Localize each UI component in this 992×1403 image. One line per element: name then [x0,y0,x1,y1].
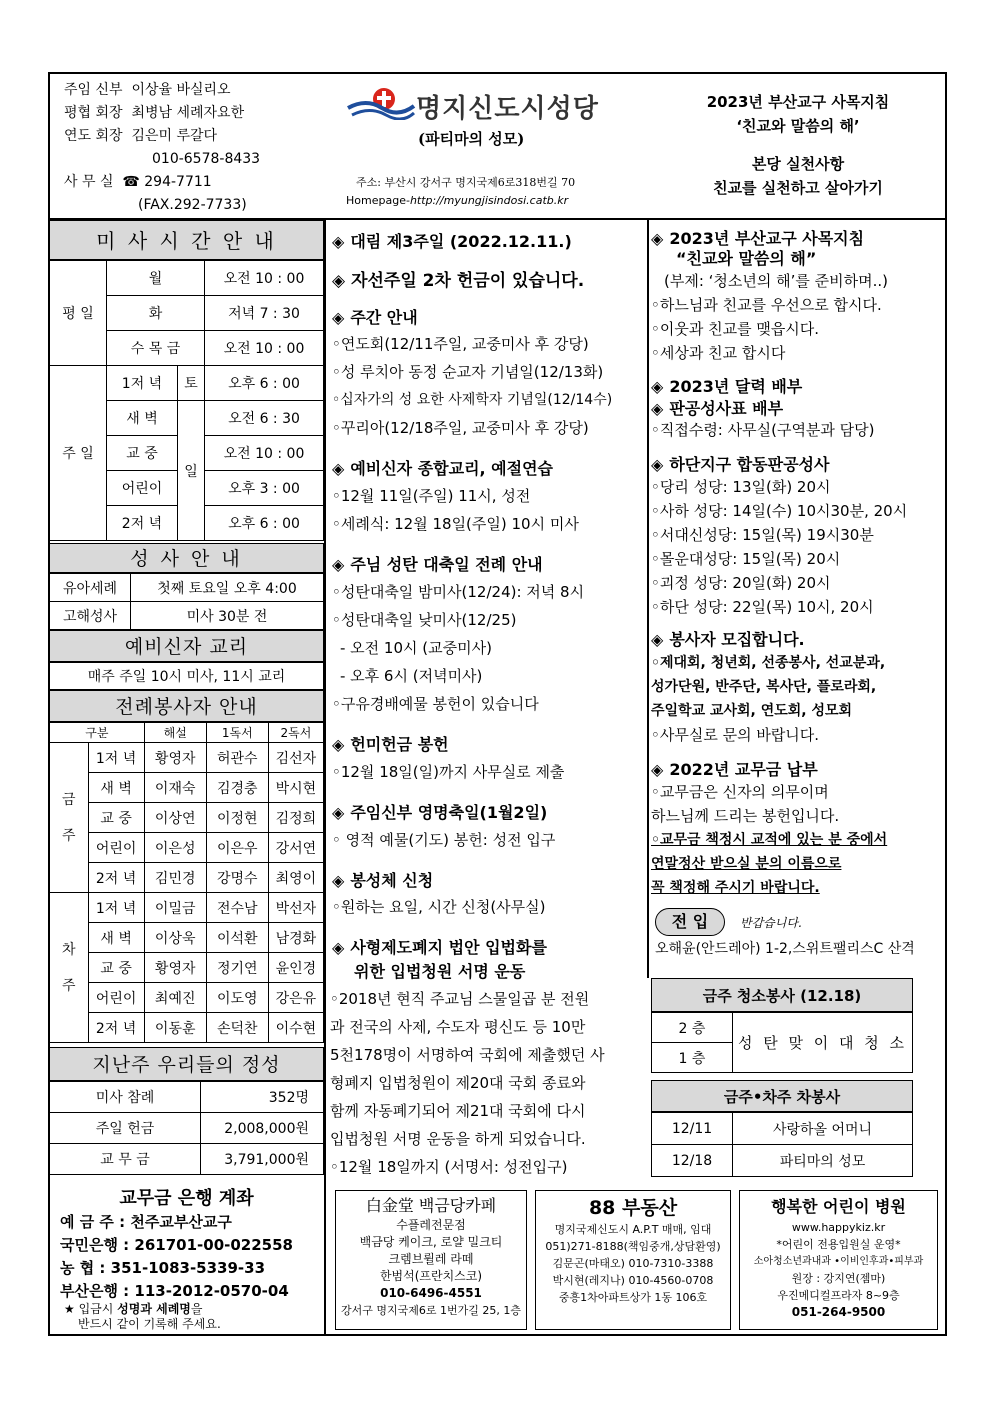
right-heading-4: ◈ 하단지구 합동판공성사 [651,455,830,474]
petition-line: 형폐지 입법청원이 제20대 국회 종료와 [330,1074,586,1092]
xmas-item: ◦성탄대축일 낮미사(12/25) [332,611,517,629]
weekly-item: ◦연도회(12/11주일, 교중미사 후 강당) [332,335,589,353]
ad-hospital: 행복한 어린이 병원 www.happykiz.kr *어린이 전용입원실 운영* 소아청소년과내과 •이비인후과•피부과 원장 : 강지연(젬마) 우진메디컬프라자 8~9층 051-264-9500 [739,1190,938,1330]
confess-line: ◦괴정 성당: 20일(화) 20시 [651,574,831,592]
middle-heading-6: ◈ 헌미헌금 봉헌 [332,735,449,754]
move-in-text: 오해윤(안드레아) 1-2,스위트팰리스C 산격 [655,941,915,957]
tithe-line: 꼭 책정해 주시기 바랍니다. [651,880,820,896]
col-divider-right [647,218,649,978]
weekly-item: ◦십자가의 성 요한 사제학자 기념일(12/14수) [332,392,613,408]
middle-heading-2: ◈ 자선주일 2차 헌금이 있습니다. [332,271,585,291]
mass-title: 미 사 시 간 안 내 [49,220,324,260]
confess-line: ◦몰운대성당: 15일(목) 20시 [651,550,841,568]
guide-line: ◦이웃과 친교를 맺읍시다. [651,320,820,338]
catech-item: ◦세례식: 12월 18일(주일) 10시 미사 [332,515,579,533]
petition-line: 입법청원 서명 운동을 하게 되었습니다. [330,1130,586,1148]
right-heading-5: ◈ 봉사자 모집합니다. [651,630,805,649]
confess-line: ◦하단 성당: 22일(목) 10시, 20시 [651,598,874,616]
confess-line: ◦사하 성당: 14일(수) 10시30분, 20시 [651,502,908,520]
petition-line: 함께 자동폐기되어 제21대 국회에 다시 [330,1102,586,1120]
recruit-line: 성가단원, 반주단, 복사단, 플로라회, [651,679,877,695]
welcome-text: 반갑습니다. [740,916,802,930]
col-divider-left [324,218,326,1336]
sacrament-table: 유아세례 첫째 토요일 오후 4:00 고해성사 미사 30분 전 [49,573,324,630]
middle-heading-9: ◈ 사형제도폐지 법안 입법화를 [332,938,547,957]
communion-text: ◦원하는 요일, 시간 신청(사무실) [332,898,546,916]
petition-line: ◦12월 18일까지 (서명서: 성전입구) [330,1158,568,1176]
xmas-item: ◦성탄대축일 밤미사(12/24): 저녁 8시 [332,583,585,601]
offering-table: 미사 참례 352명 주일 헌금 2,008,000원 교 무 금 3,791,000원 [49,1081,324,1175]
right-heading-1b: “친교와 말씀의 해” [676,249,817,268]
petition-line: 과 전국의 사제, 수도자 평신도 등 10만 [330,1018,586,1036]
feast-text: ◦ 영적 예물(기도) 봉헌: 성전 입구 [332,831,556,849]
guide-line: ◦하느님과 친교를 우선으로 합시다. [651,296,882,314]
catech-item: ◦12월 11일(주일) 11시, 성전 [332,487,531,505]
sacrament-title: 성 사 안 내 [49,543,324,573]
church-logo-icon [346,86,416,120]
cleaning-title: 금주 청소봉사 (12.18) [651,978,913,1012]
ministry-table: 구분 해설 1독서 2독서 금 주 1저 녁 황영자 허관수 김선자 새 벽 이재숙 김경충 박시현 교 중 이상연 이정현 김정희 어린이 이은성 이은우 강서연 2저 녁 김민경 강명수 최영이 차 주 1저 녁 이밀금 전수남 박선자 새 벽 이상욱 이석환 남경화 교 중 황영자 정기연 윤인경 어린이 최예진 이도영 강은유 2저 녁 이동훈 손덕찬 이수현 [49,722,324,1043]
recruit-line: ◦사무실로 문의 바랍니다. [651,726,820,744]
tithe-line: 하느님께 드리는 봉헌입니다. [651,807,840,825]
middle-heading-4: ◈ 예비신자 종합교리, 예절연습 [332,459,554,478]
catechumen-title: 예비신자 교리 [49,630,324,662]
xmas-item: - 오전 10시 (교중미사) [340,639,492,657]
dist-text: ◦직접수령: 사무실(구역분과 담당) [651,421,875,439]
ad-realty: 88 부동산 명지국제신도시 A.P.T 매매, 임대 051)271-8188(책임중개,상담환영) 김문곤(마태오) 010-7310-3388 박시현(레지나) 010-4560-0708 중흥1차아파트상가 1동 106호 [535,1190,731,1330]
middle-heading-5: ◈ 주님 성탄 대축일 전례 안내 [332,555,543,574]
guide-line: ◦세상과 친교 합시다 [651,344,786,362]
church-name: 명지신도시성당 [416,94,599,124]
bank-accounts: 예 금 주 : 천주교부산교구 국민은행 : 261701-00-022558 농 협 : 351-1083-5339-33 부산은행 : 113-2012-0570-04 [60,1213,293,1300]
weekly-item: ◦꾸리아(12/18주일, 교중미사 후 강당) [332,419,589,437]
tea-title: 금주•차주 차봉사 [651,1080,913,1112]
catechumen-text: 매주 주일 10시 미사, 11시 교리 [49,662,324,690]
confess-line: ◦서대신성당: 15일(목) 19시30분 [651,526,874,544]
right-heading-3: ◈ 판공성사표 배부 [651,399,784,418]
tithe-line: ◦교무금은 신자의 의무이며 [651,783,829,801]
petition-line: ◦2018년 현직 주교님 스물일곱 분 전원 [330,990,590,1008]
pastoral-motto: 2023년 부산교구 사목지침 ‘친교와 말씀의 해’ 본당 실천사항 친교를 실천하고 살아가기 [706,93,890,197]
tithe-line: 연말정산 받으실 분의 이름으로 [651,856,842,872]
petition-line: 5천178명이 서명하여 국회에 제출했던 사 [330,1046,605,1064]
right-heading-2: ◈ 2023년 달력 배부 [651,377,803,396]
move-in-badge: 전 입 [655,908,725,936]
church-homepage[interactable]: Homepage-http://myungjisindosi.catb.kr [346,194,569,207]
middle-heading-9b: 위한 입법청원 서명 운동 [354,962,526,981]
xmas-item: - 오후 6시 (저녁미사) [340,667,483,685]
middle-heading-8: ◈ 봉성체 신청 [332,871,434,890]
weekly-item: ◦성 루치아 동정 순교자 기념일(12/13화) [332,363,604,381]
recruit-line: ◦제대회, 청년회, 선종봉사, 선교분과, [651,655,886,671]
offering-title: 지난주 우리들의 정성 [49,1047,324,1081]
recruit-line: 주일학교 교사회, 연도회, 성모회 [651,703,853,719]
ministry-title: 전례봉사자 안내 [49,690,324,722]
xmas-item: ◦구유경배예물 봉헌이 있습니다 [332,695,539,713]
middle-heading-1: ◈ 대림 제3주일 (2022.12.11.) [332,232,572,251]
rice-text: ◦12월 18일(일)까지 사무실로 제출 [332,763,565,781]
tithe-line: ◦교무금 책정시 교적에 있는 분 중에서 [651,832,888,848]
middle-heading-3: ◈ 주간 안내 [332,308,418,327]
church-address: 주소: 부산시 강서구 명지국제6로318번길 70 [356,176,576,189]
mass-table: 평 일 월 오전 10 : 00 화 저녁 7 : 30 수 목 금 오전 10 : 00 주 일 1저 녁 토 오후 6 : 00 새 벽 일 오전 6 : 30 교 중 오전 10 : 00 어린이 오후 3 : 00 2저 녁 오후 6 : 00 [49,260,324,541]
bank-note: ★ 입금시 성명과 세례명을 반드시 같이 기록해 주세요. [64,1302,221,1331]
cleaning-table: 2 층 성 탄 맞 이 대 청 소 1 층 [651,1012,913,1073]
right-heading-1: ◈ 2023년 부산교구 사목지침 [651,229,865,248]
confess-line: ◦당리 성당: 13일(화) 20시 [651,478,831,496]
patron-name: (파티마의 성모) [418,130,525,148]
middle-heading-7: ◈ 주임신부 영명축일(1월2일) [332,803,548,822]
right-heading-6: ◈ 2022년 교무금 납부 [651,760,818,779]
guide-line: (부제: ‘청소년의 해’를 준비하며..) [664,272,889,290]
bank-title: 교무금 은행 계좌 [119,1188,254,1209]
tea-table: 12/11 사랑하올 어머니 12/18 파티마의 성모 [651,1112,913,1177]
ad-cafe: 白金堂 백금당카페 수플레전문점 백금당 케이크, 로얄 밀크티 크렘브륄레 라떼 한범석(프란치스코) 010-6496-4551 강서구 명지국제6로 1번가길 25, 1층 [335,1190,527,1330]
header-staff: 주임 신부 이상율 바실리오 평협 회장 최병남 세례자요한 연도 회장 김은미 루갈다 010-6578-8433 사 무 실 ☎ 294-7711 (FAX.292-7733) [64,82,261,213]
